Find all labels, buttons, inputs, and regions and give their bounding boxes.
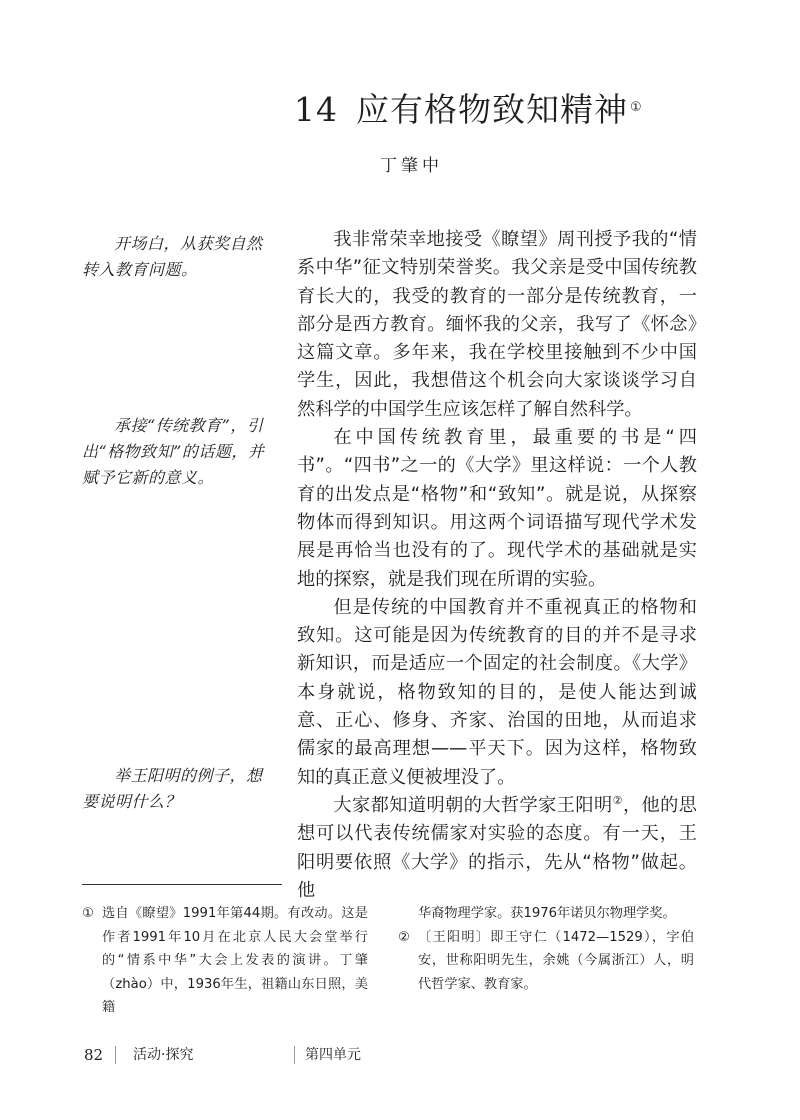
section-label: 活动·探究 (133, 1047, 194, 1063)
margin-note-2: 承接“传统教育”，引出“格物致知”的话题，并赋予它新的意义。 (82, 416, 265, 487)
footnote-2-mark: ② (398, 929, 410, 945)
footer-divider-1 (115, 1046, 116, 1064)
body-paragraph-2: 在中国传统教育里，最重要的书是“四书”。“四书”之一的《大学》里这样说：一个人教育的出发点是“格物”和“致知”。就是说，从探察物体而得到知识。用这两个词语描写现代学术发展是再恰当也没有的了。现代学术的基础就是实地的探察，就是我们现在所谓的实验。 (297, 427, 697, 590)
footnote-1-mark: ① (82, 906, 94, 921)
footnote-2 (398, 926, 694, 997)
footnote-divider (82, 884, 282, 885)
lesson-title-text: 应有格物致知精神 (356, 90, 628, 129)
footer-divider-2 (294, 1046, 295, 1064)
unit-label: 第四单元 (305, 1047, 361, 1063)
margin-note-3: 举王阳明的例子，想要说明什么？ (82, 766, 263, 811)
body-paragraph-3: 但是传统的中国教育并不重视真正的格物和致知。这可能是因为传统教育的目的并不是寻求新知识，而是适应一个固定的社会制度。《大学》本身就说，格物致知的目的，是使人能达到诚意、正心、修身、齐家、治国的田地，从而追求儒家的最高理想——平天下。因为这样，格物致知的真正意义便被埋没了。 (297, 596, 697, 788)
title-footnote-mark: ① (630, 100, 643, 115)
article-body (297, 226, 697, 905)
footnote-1 (82, 902, 368, 1020)
footnote-2-text: 〔王阳明〕即王守仁（1472—1529），字伯安，世称阳明先生，余姚（今属浙江）人，明代哲学家、教育家。 (418, 929, 694, 992)
author-name: 丁肇中 (380, 156, 443, 176)
page-footer (0, 1044, 800, 1066)
body-paragraph-1: 我非常荣幸地接受《瞭望》周刊授予我的“情系中华”征文特别荣誉奖。我父亲是受中国传统教育长大的，我受的教育的一部分是传统教育，一部分是西方教育。缅怀我的父亲，我写了《怀念》这篇文章。多年来，我在学校里接触到不少中国学生，因此，我想借这个机会向大家谈谈学习自然科学的中国学生应该怎样了解自然科学。 (297, 229, 697, 420)
page-number: 82 (84, 1046, 104, 1064)
paragraph-4-rest: ，他的思想可以代表传统儒家对实验的态度。有一天，王阳明要依照《大学》的指示，先从“格物”做起。他 (297, 794, 697, 901)
footnote-1-text: 选自《瞭望》1991年第44期。有改动。这是作者1991年10月在北京人民大会堂举行的“情系中华”大会上发表的演讲。丁肇（zhào）中，1936年生，祖籍山东日照，美籍 (102, 906, 368, 1015)
lesson-number: 14 (294, 90, 338, 129)
footnotes-left-column (82, 902, 368, 1020)
body-paragraph-4 (297, 792, 697, 905)
paragraph-4-start: 大家都知道明朝的大哲学家王阳明 (333, 794, 613, 816)
footnote-reference-2: ② (612, 793, 623, 807)
margin-note-1: 开场白，从获奖自然转入教育问题。 (82, 234, 263, 279)
lesson-title (294, 90, 643, 130)
footnote-1-continuation: 华裔物理学家。获1976年诺贝尔物理学奖。 (418, 906, 676, 921)
footnotes-right-column (398, 902, 694, 996)
